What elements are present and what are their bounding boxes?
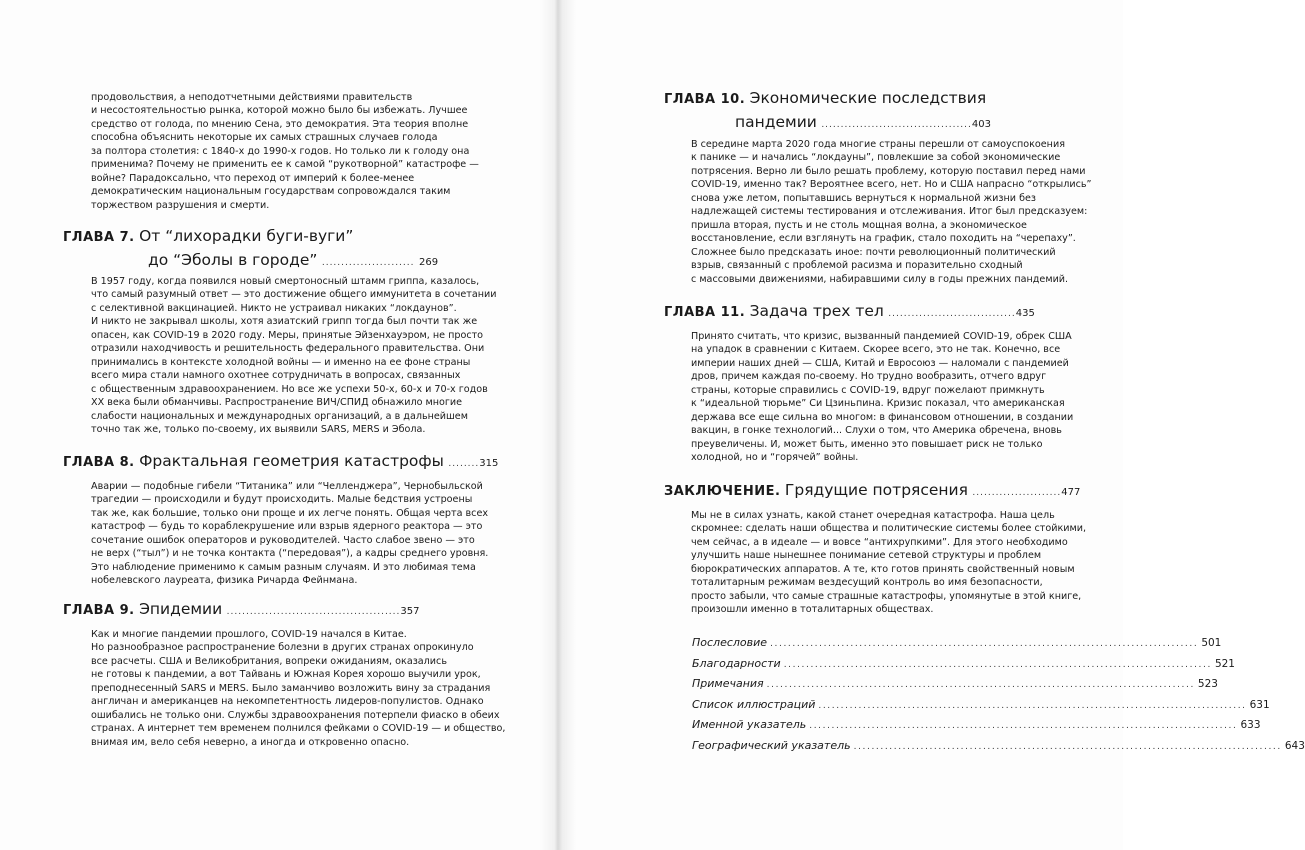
chapter-7-summary: В 1957 году, когда появился новый смертоносный штамм гриппа, казалось, что самый разумный ответ — это достижение общего иммунитета в сочетании с селективной вакцинацией. Никто не устраивал никаких “локдаунов”. И никто не закрывал школы, хотя азиатский грипп тогда был почти так же опасен, как COVID-19 в 2020 году. Меры, принятые Эйзенхауэром, не просто отразили находчивость и решительность федерального правительства. Они принимались в контексте холодной войны — и именно на ее фоне страны всего мира стали намного охотнее сотрудничать в вопросах, связанных с общественным здравоохранением. Но все же успехи 50-х, 60-х и 70-х годов XX века были обманчивы. Распространение ВИЧ/СПИД обнажило многие слабости национальных и международных организаций, а в дальнейшем точно так же, только по-своему, их выявили SARS, MERS и Эбола. [91, 276, 497, 435]
book-gutter [540, 0, 576, 850]
chapter-7-label: ГЛАВА 7. [63, 230, 135, 245]
conclusion-summary: Мы не в силах узнать, какой станет очередная катастрофа. Наша цель скромнее: сделать наши общества и политические системы более стойкими, чем сейчас, а в идеале — и вовсе “антихрупкими”. Для этого необходимо улучшить наше нынешнее понимание сетевой структуры и проблем бюрократических аппаратов. А те, кто готов принять свойственный новым тоталитарным режимам вездесущий контроль во имя безопасности, просто забыли, что самые страшные катастрофы, упомянутые в этой книге, произошли именно в тоталитарных обществах. [691, 510, 1086, 616]
chapter-10-summary: В середине марта 2020 года многие страны перешли от самоуспокоения к панике — и начались “локдауны”, повлекшие за собой экономические потрясения. Верно ли было решать проблему, которую поставил перед нами COVID-19, именно так? Вероятнее всего, нет. Но и США напрасно “открылись” снова уже летом, попытавшись вернуться к нормальной жизни без надлежащей системы тестирования и отслеживания. Итог был предсказуем: пришла вторая, пусть и не столь мощная волна, а экономическое восстановление, если взглянуть на график, стало походить на “черепаху”. Сложнее было предсказать иное: почти революционный политический взрыв, связанный с проблемой расизма и поразительно сходный с массовыми движениями, набиравшими силу в годы прежних пандемий. [691, 139, 1092, 285]
chapter-8-label: ГЛАВА 8. [63, 455, 135, 470]
toc-item-geographic-index[interactable]: Географический указатель ................................................................................................ 643 [692, 738, 1305, 752]
chapter-10-heading[interactable]: ГЛАВА 10. Экономические последствия пандемии .......................................403 [664, 89, 991, 131]
chapter-10-label: ГЛАВА 10. [664, 92, 746, 107]
back-matter-toc [692, 636, 1305, 760]
intro-paragraph: продовольствия, а неподотчетными действиями правительств и несостоятельностью рынка, которой можно было бы избежать. Лучшее средство от голода, по мнению Сена, это демократия. Эта теория вполне способна объяснить некоторые их самых страшных случаев голода за полтора столетия: с 1840-х до 1990-х годов. Но только ли к голоду она применима? Почему не применить ее к самой “рукотворной” катастрофе — войне? Парадоксально, что переход от империй к более-менее демократическим национальным государствам сопровождался таким торжеством разрушения и смерти. [91, 92, 479, 211]
chapter-7-heading[interactable]: ГЛАВА 7. От “лихорадки буги-вуги” до “Эболы в городе” ........................ 269 [63, 227, 439, 269]
chapter-11-title: Задача трех тел [749, 302, 884, 320]
toc-item-illustrations[interactable]: Список иллюстраций ................................................................................................ 631 [692, 697, 1270, 711]
chapter-9-summary: Как и многие пандемии прошлого, COVID-19 начался в Китае. Но разнообразное распространение болезни в других странах опрокинуло все расчеты. США и Великобритания, вопреки ожиданиям, оказались не готовы к пандемии, а вот Тайвань и Южная Корея хорошо выучили урок, преподнесенный SARS и MERS. Было заманчиво возложить вину за страдания англичан и американцев на некомпетентность лидеров-популистов. Однако ошибались не только они. Службы здравоохранения потерпели фиаско в обеих странах. А интернет тем временем полнился фейками о COVID-19 — и общество, внимая им, вело себя неверно, а иногда и откровенно опасно. [91, 629, 506, 748]
conclusion-label: ЗАКЛЮЧЕНИЕ. [664, 484, 781, 499]
chapter-8-page: 315 [479, 458, 499, 469]
chapter-10-title-line1: Экономические последствия [749, 89, 987, 107]
conclusion-page: 477 [1061, 487, 1081, 498]
chapter-11-heading[interactable]: ГЛАВА 11. Задача трех тел .................................435 [664, 302, 1035, 320]
chapter-9-page: 357 [400, 606, 420, 617]
toc-item-notes[interactable]: Примечания ................................................................................................ 523 [692, 677, 1218, 691]
chapter-7-page: 269 [418, 257, 439, 268]
conclusion-title: Грядущие потрясения [784, 481, 968, 499]
chapter-10-title-line2: пандемии [735, 113, 817, 131]
toc-item-afterword[interactable]: Послесловие ................................................................................................ 501 [692, 636, 1222, 649]
chapter-11-page: 435 [1015, 308, 1035, 319]
toc-item-name-index[interactable]: Именной указатель ................................................................................................ 633 [692, 718, 1261, 732]
chapter-10-page: 403 [971, 119, 991, 130]
chapter-8-heading[interactable]: ГЛАВА 8. Фрактальная геометрия катастрофы ........315 [63, 452, 499, 470]
chapter-11-summary: Принято считать, что кризис, вызванный пандемией COVID-19, обрек США на упадок в сравнении с Китаем. Скорее всего, это не так. Конечно, все империи наших дней — США, Китай и Евросоюз — наломали с пандемией дров, причем каждая по-своему. Но трудно вообразить, отчего вдруг страны, которые справились с COVID-19, вдруг пожелают примкнуть к “идеальной тюрьме” Си Цзиньпина. Кризис показал, что американская держава все еще сильна во многом: в финансовом отношении, в создании вакцин, в гонке технологий... Слухи о том, что Америка обречена, вновь преувеличены. И, может быть, именно это повышает риск не только холодной, но и “горячей” войны. [691, 331, 1074, 464]
chapter-7-title-line2: до “Эболы в городе” [148, 251, 318, 269]
chapter-7-title-line1: От “лихорадки буги-вуги” [139, 227, 354, 245]
toc-item-acknowledgements[interactable]: Благодарности ................................................................................................ 521 [692, 656, 1235, 670]
chapter-8-summary: Аварии — подобные гибели “Титаника” или “Челленджера”, Чернобыльской трагедии — происходили и будут происходить. Малые бедствия устроены так же, как большие, только они проще и их легче понять. Общая черта всех катастроф — будь то кораблекрушение или взрыв ядерного реактора — это сочетание ошибок операторов и руководителей. Часто слабое звено — это не верх (“тыл”) и не точка контакта (“передовая”), а кадры среднего уровня. Это наблюдение применимо к самым разным случаям. И это любимая тема нобелевского лауреата, физика Ричарда Фейнмана. [91, 481, 489, 587]
chapter-11-label: ГЛАВА 11. [664, 305, 746, 320]
chapter-9-title: Эпидемии [139, 600, 223, 618]
chapter-9-heading[interactable]: ГЛАВА 9. Эпидемии .............................................357 [63, 600, 420, 618]
conclusion-heading[interactable]: ЗАКЛЮЧЕНИЕ. Грядущие потрясения .......................477 [664, 481, 1081, 499]
chapter-8-title: Фрактальная геометрия катастрофы [139, 452, 444, 470]
chapter-9-label: ГЛАВА 9. [63, 603, 135, 618]
